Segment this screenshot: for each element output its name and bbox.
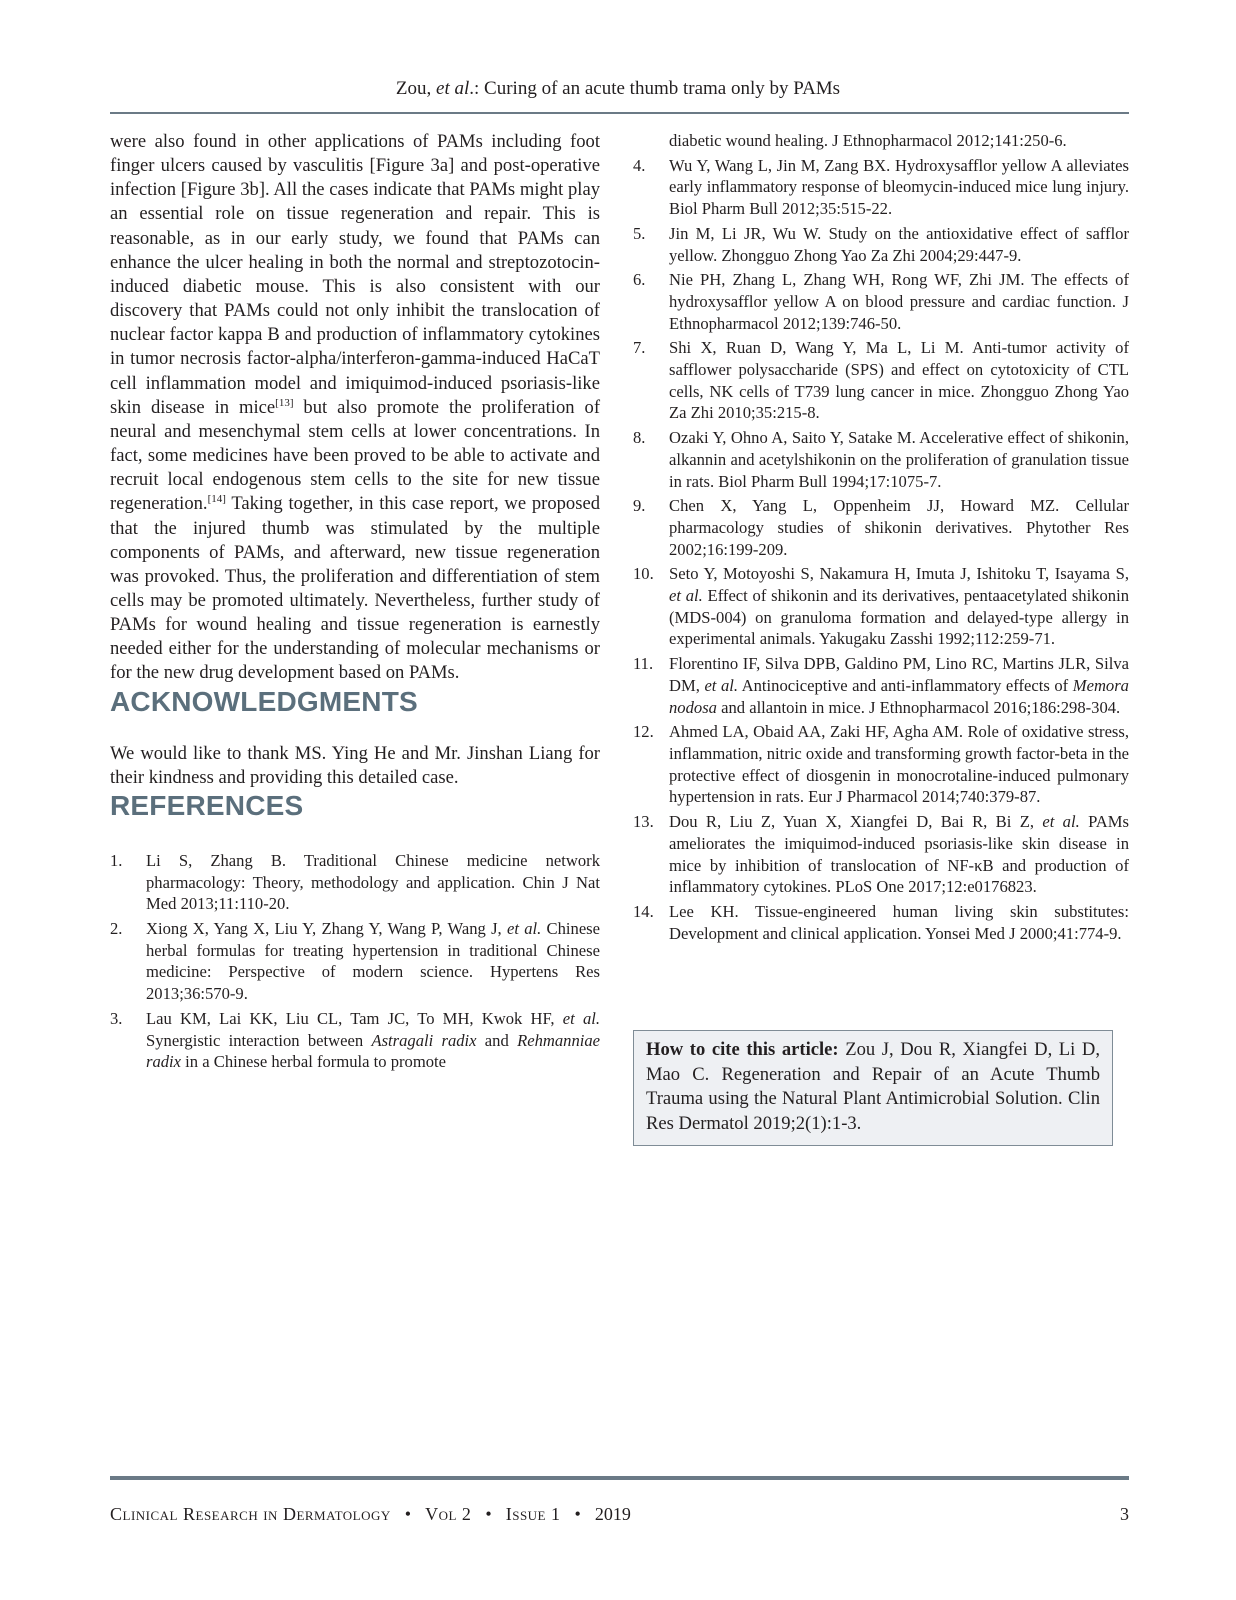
reference-etal: et al. [562, 1008, 600, 1028]
reference-text: Dou R, Liu Z, Yuan X, Xiangfei D, Bai R, Bi Z, [669, 812, 1043, 832]
reference-number: 9. [633, 496, 646, 516]
reference-text: Florentino IF, Silva DPB, Galdino PM, Lino RC, Martins JLR, Silva DM, [669, 654, 1129, 695]
paragraph-text-part: but also promote the proliferation of neural and mesenchymal stem cells at lower concentrations. In fact, some medicines have been proved to be able to activate and recruit local endogenous stem cells to the site for new tissue regeneration. [110, 396, 601, 515]
discussion-paragraph [110, 130, 600, 686]
acknowledgments-heading: ACKNOWLEDGMENTS [110, 685, 418, 717]
reference-text: Ozaki Y, Ohno A, Saito Y, Satake M. Accelerative effect of shikonin, alkannin and acetylshikonin on the proliferation of granulation tissue in rats. Biol Pharm Bull 1994;17:1075-7. [669, 428, 1129, 491]
reference-number: 12. [633, 722, 654, 742]
reference-number: 14. [633, 901, 654, 921]
left-column [110, 130, 600, 1076]
footer-rule [110, 1476, 1129, 1480]
paragraph-text-part: were also found in other applications of PAMs including foot finger ulcers caused by vasculitis [Figure 3a] and post-operative infection [Figure 3b]. All the cases indicate that PAMs might play an essential role on tissue regeneration and repair. This is reasonable, as in our early study, we found that PAMs can enhance the ulcer healing in both the normal and streptozotocin-induced diabetic mouse. This is also consistent with our discovery that PAMs could not only inhibit the translocation of nuclear factor kappa B and production of inflammatory cytokines in tumor necrosis factor-alpha/interferon-gamma-induced HaCaT cell inflammation model and imiquimod-induced psoriasis-like skin disease in mice [110, 131, 600, 418]
paragraph-text-part: Taking together, in this case report, we proposed that the injured thumb was stimulated by the multiple components of PAMs, and afterward, new tissue regeneration was provoked. Thus, the proliferation and differentiation of stem cells may be promoted ultimately. Nevertheless, further study of PAMs for wound healing and tissue regeneration is earnestly needed either for the understanding of molecular mechanisms or for the new drug development based on PAMs. [110, 493, 600, 684]
reference-item [110, 918, 600, 1005]
reference-etal: et al. [1042, 812, 1080, 832]
reference-text: Li S, Zhang B. Traditional Chinese medicine network pharmacology: Theory, methodology and application. Chin J Nat Med 2013;11:110-20. [146, 850, 600, 914]
reference-number: 5. [633, 223, 646, 243]
reference-number: 4. [633, 155, 646, 175]
citation-text: Zou J, Dou R, Xiangfei D, Li D, Mao C. Regeneration and Repair of an Acute Thumb Trauma using the Natural Plant Antimicrobial Solution. Clin Res Dermatol 2019;2(1):1-3. [646, 1039, 1100, 1134]
reference-text: and [476, 1030, 518, 1050]
reference-text: Ahmed LA, Obaid AA, Zaki HF, Agha AM. Role of oxidative stress, inflammation, nitric oxide and transforming growth factor-beta in the protective effect of diosgenin in monocrotaline-induced pulmonary hypertension in rats. Eur J Pharmacol 2014;740:379-87. [669, 722, 1130, 807]
reference-etal: et al. [669, 586, 703, 606]
reference-item [633, 427, 1129, 492]
citation-marker[interactable]: [13] [275, 396, 294, 409]
reference-number: 13. [633, 812, 654, 832]
reference-text: Effect of shikonin and its derivatives, pentaacetylated shikonin (MDS-004) on granuloma formation and delayed-type allergy in experimental animals. Yakugaku Zasshi 1992;112:259-71. [669, 586, 1129, 649]
reference-list-left [110, 850, 600, 1073]
reference-item [633, 653, 1129, 718]
footer-separator: • [574, 1504, 581, 1524]
reference-item [633, 269, 1129, 334]
reference-list-right [633, 130, 1129, 944]
reference-text: Seto Y, Motoyoshi S, Nakamura H, Imuta J, Ishitoku T, Isayama S, [669, 564, 1129, 584]
footer-issue: Issue 1 [505, 1504, 561, 1524]
reference-item [633, 155, 1129, 220]
reference-item [633, 223, 1129, 266]
reference-italic-term: Astragali radix [371, 1030, 477, 1050]
reference-item [110, 1008, 600, 1073]
reference-number: 2. [110, 919, 123, 939]
footer-volume: Vol 2 [425, 1504, 472, 1524]
citation-marker[interactable]: [14] [207, 493, 226, 506]
running-head [0, 78, 1236, 100]
reference-item [633, 721, 1129, 808]
reference-text: Jin M, Li JR, Wu W. Study on the antioxidative effect of safflor yellow. Zhongguo Zhong Yao Za Zhi 2004;29:447-9. [669, 223, 1129, 265]
footer-year: 2019 [594, 1504, 631, 1524]
reference-text: Lau KM, Lai KK, Liu CL, Tam JC, To MH, Kwok HF, [146, 1008, 563, 1028]
reference-text: Antinociceptive and anti-inflammatory effects of [738, 675, 1073, 695]
reference-text: in a Chinese herbal formula to promote [181, 1052, 446, 1072]
running-head-title: .: Curing of an acute thumb trama only by PAMs [469, 78, 841, 99]
reference-item [633, 563, 1129, 650]
right-column [633, 130, 1129, 947]
page-footer [110, 1503, 1129, 1527]
footer-separator: • [404, 1504, 412, 1524]
reference-etal: et al. [704, 675, 739, 695]
reference-text: Chen X, Yang L, Oppenheim JJ, Howard MZ. Cellular pharmacology studies of shikonin derivatives. Phytother Res 2002;16:199-209. [669, 496, 1129, 559]
reference-item [633, 337, 1129, 424]
references-heading: REFERENCES [110, 789, 304, 821]
reference-text: Nie PH, Zhang L, Zhang WH, Rong WF, Zhi JM. The effects of hydroxysafflor yellow A on blood pressure and cardiac function. J Ethnopharmacol 2012;139:746-50. [669, 270, 1129, 333]
reference-number: 7. [633, 338, 646, 358]
reference-text: and allantoin in mice. J Ethnopharmacol 2016;186:298-304. [716, 697, 1121, 717]
footer-separator: • [485, 1504, 492, 1524]
reference-text: Lee KH. Tissue-engineered human living skin substitutes: Development and clinical application. Yonsei Med J 2000;41:774-9. [669, 901, 1129, 943]
citation-paragraph [646, 1038, 1100, 1136]
reference-text: Shi X, Ruan D, Wang Y, Ma L, Li M. Anti-tumor activity of safflower polysaccharide (SPS) and effect on cytotoxicity of CTL cells, NK cells of T739 lung cancer in mice. Zhongguo Zhong Yao Za Zhi 2010;35:215-8. [669, 338, 1129, 423]
reference-text: PAMs ameliorates the imiquimod-induced psoriasis-like skin disease in mice by inhibition of translocation of NF-κB and production of inflammatory cytokines. PLoS One 2017;12:e0176823. [669, 812, 1129, 897]
reference-number: 8. [633, 428, 646, 448]
reference-italic-term: Rehmanniae radix [146, 1030, 601, 1072]
how-to-cite-box [633, 1030, 1113, 1146]
reference-item [110, 850, 600, 915]
reference-italic-term: Memora nodosa [669, 675, 1129, 717]
reference-text: Wu Y, Wang L, Jin M, Zang BX. Hydroxysafflor yellow A alleviates early inflammatory response of bleomycin-induced mice lung injury. Biol Pharm Bull 2012;35:515-22. [669, 155, 1129, 219]
citation-label: How to cite this article: [646, 1039, 839, 1060]
reference-text: Xiong X, Yang X, Liu Y, Zhang Y, Wang P, Wang J, [146, 919, 507, 939]
running-head-author: Zou, [395, 78, 437, 99]
running-head-etal: et al [436, 78, 470, 99]
reference-text: Chinese herbal formulas for treating hypertension in traditional Chinese medicine: Perspective of modern science. Hypertens Res 2013;36:570-9. [146, 919, 601, 1004]
acknowledgments-text: We would like to thank MS. Ying He and Mr. Jinshan Liang for their kindness and providing this detailed case. [110, 742, 600, 788]
reference-continuation [633, 130, 1129, 152]
reference-number: 1. [110, 850, 123, 870]
reference-item [633, 901, 1129, 944]
reference-text: Synergistic interaction between [146, 1030, 372, 1050]
page-number: 3 [1120, 1504, 1129, 1524]
reference-number: 10. [633, 564, 654, 584]
reference-number: 6. [633, 270, 646, 290]
reference-etal: et al. [506, 919, 542, 939]
footer-journal-name: Clinical Research in Dermatology [110, 1504, 391, 1524]
reference-text: diabetic wound healing. J Ethnopharmacol 2012;141:250-6. [669, 131, 1067, 150]
reference-item [633, 495, 1129, 560]
reference-number: 11. [633, 654, 654, 674]
reference-number: 3. [110, 1008, 123, 1028]
reference-item [633, 811, 1129, 898]
header-rule [110, 112, 1129, 114]
